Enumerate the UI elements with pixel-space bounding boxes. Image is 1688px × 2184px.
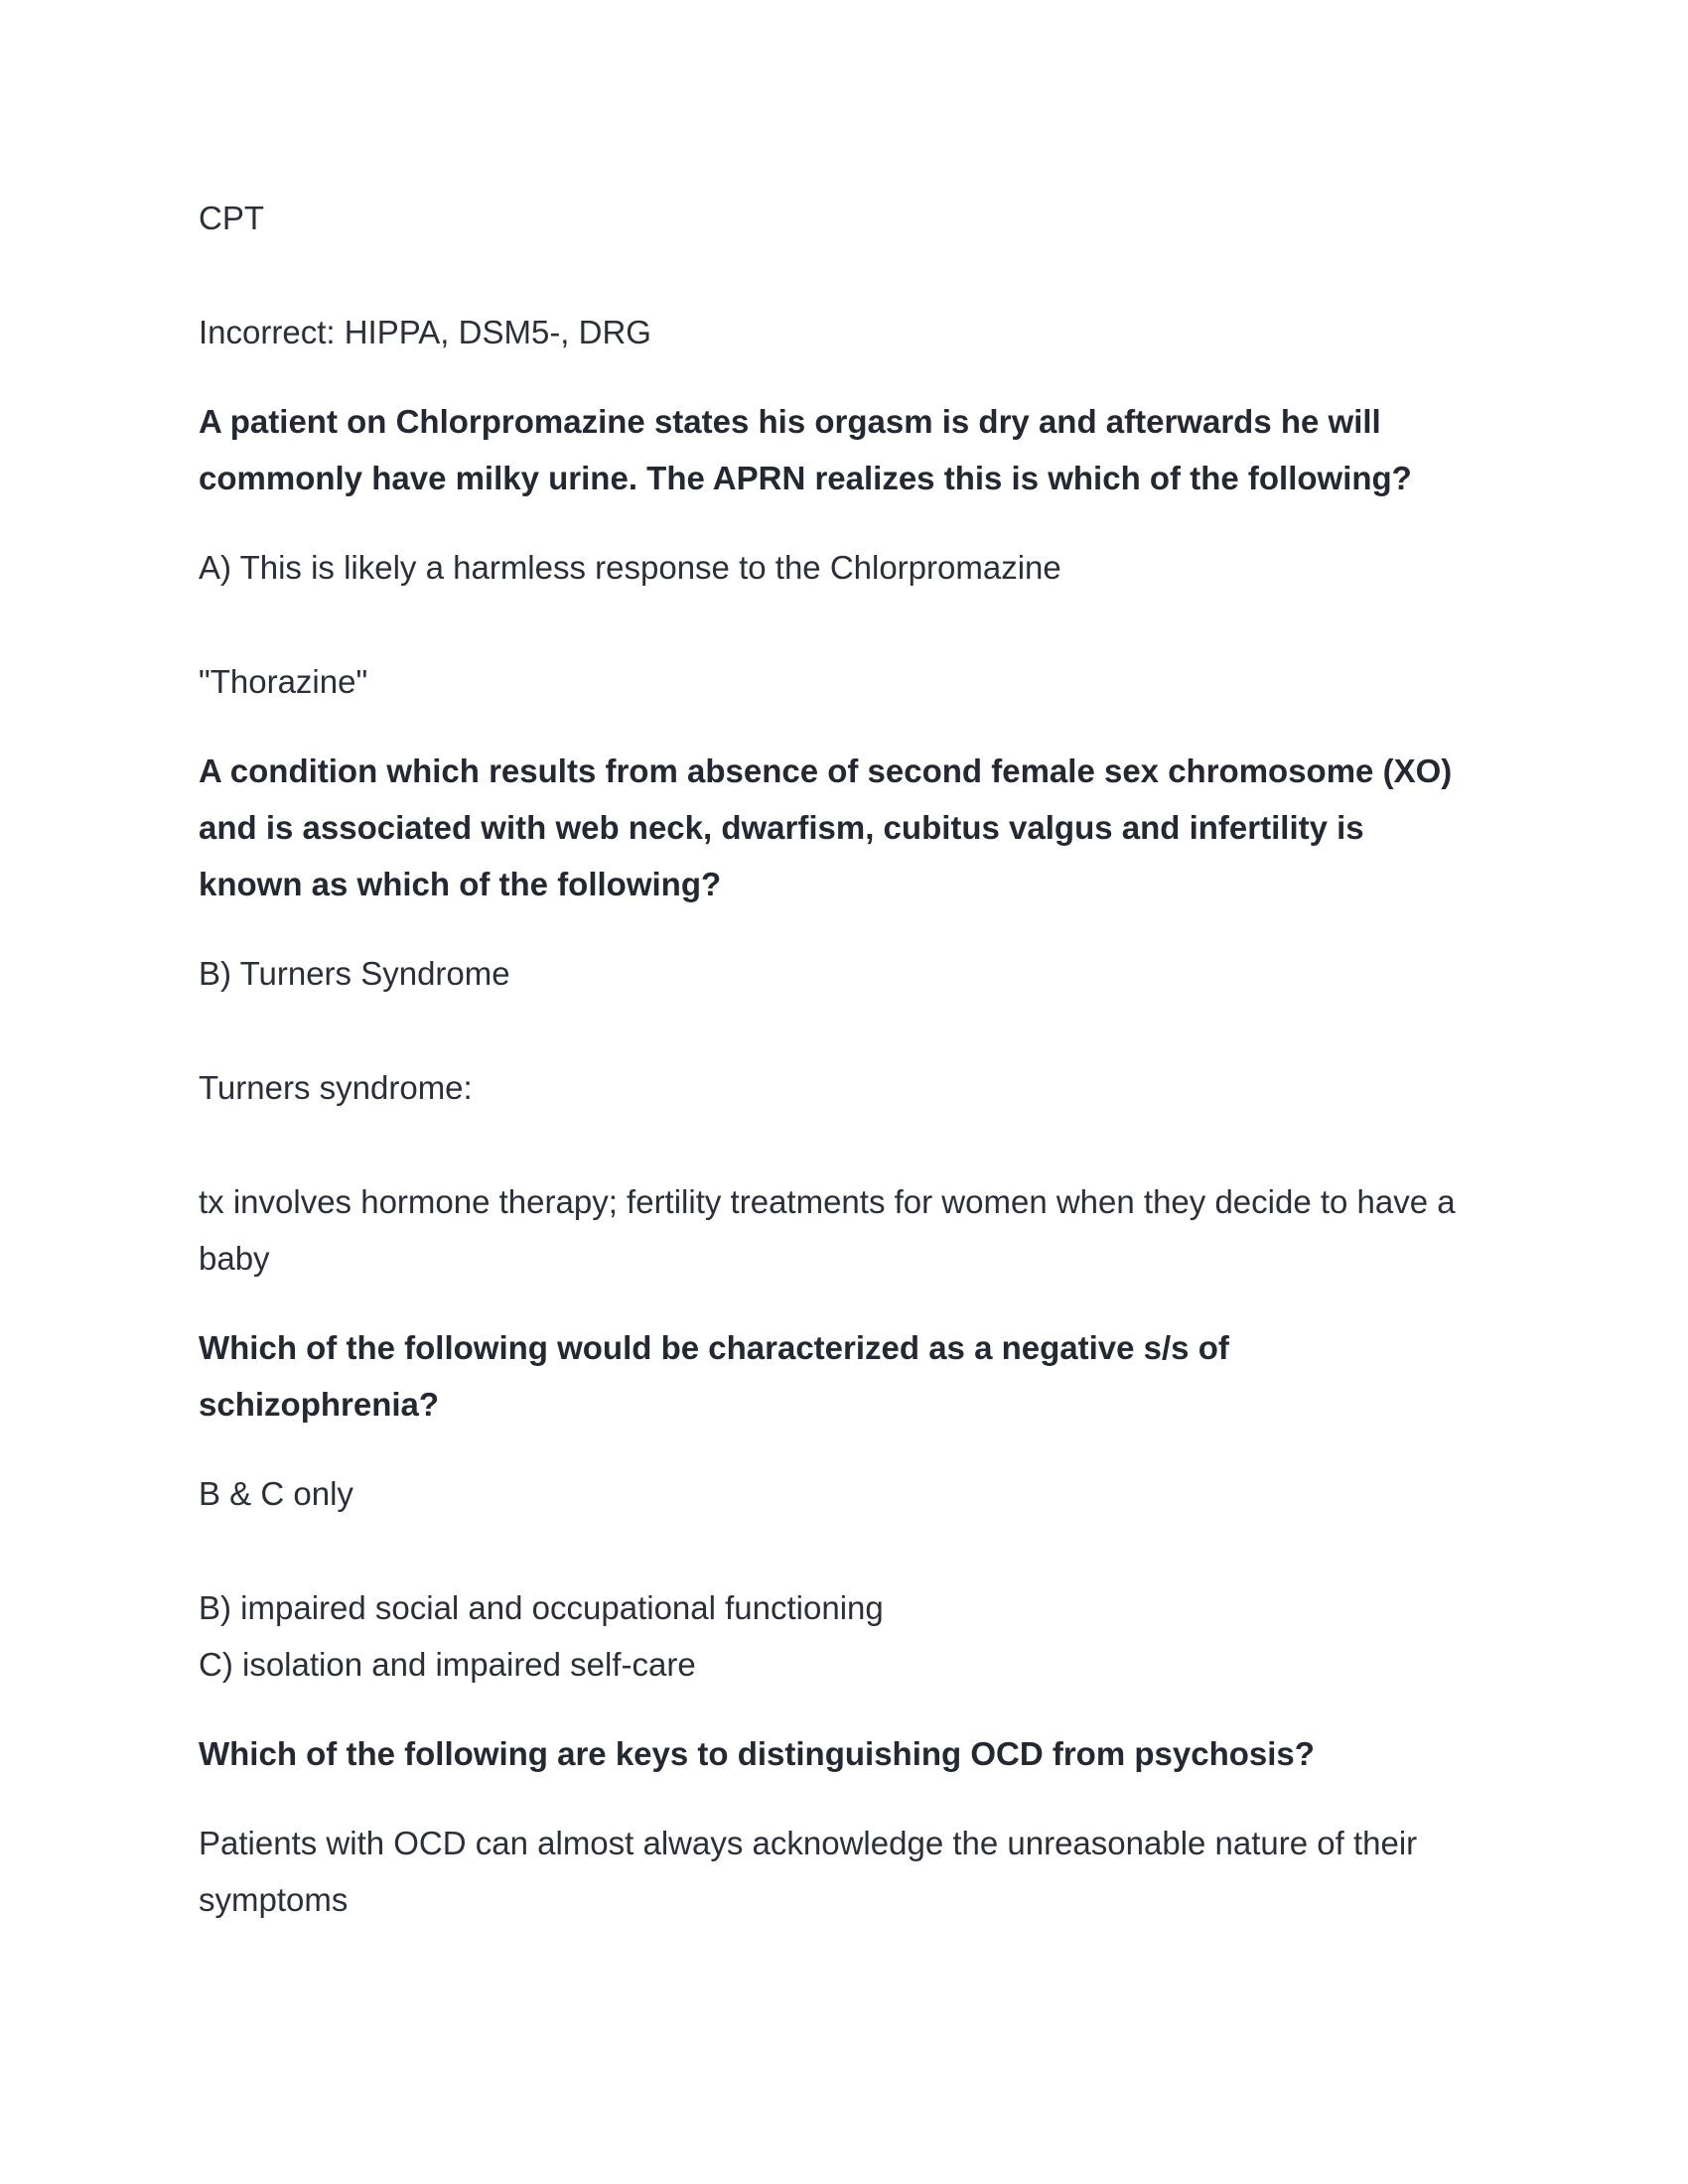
answer-text: B) Turners Syndrome xyxy=(199,955,510,992)
answer-text: tx involves hormone therapy; fertility treatments for women when they decide to have a xyxy=(199,1183,1456,1220)
answer-text: symptoms xyxy=(199,1881,349,1918)
question-text: schizophrenia? xyxy=(199,1386,440,1423)
question-text: A patient on Chlorpromazine states his orgasm is dry and afterwards he will xyxy=(199,403,1381,440)
question-text: and is associated with web neck, dwarfism, cubitus valgus and infertility is xyxy=(199,809,1364,846)
answer-text: Patients with OCD can almost always acknowledge the unreasonable nature of their xyxy=(199,1825,1418,1861)
question-text: Which of the following are keys to distinguishing OCD from psychosis? xyxy=(199,1735,1315,1772)
question-text: known as which of the following? xyxy=(199,866,722,902)
question-text: commonly have milky urine. The APRN realizes this is which of the following? xyxy=(199,460,1412,496)
answer-text: "Thorazine" xyxy=(199,663,368,700)
answer-text: B & C only xyxy=(199,1475,353,1512)
answer-text: Turners syndrome: xyxy=(199,1069,473,1106)
answer-text: baby xyxy=(199,1240,270,1277)
answer-text: C) isolation and impaired self-care xyxy=(199,1646,696,1683)
question-text: Which of the following would be characterized as a negative s/s of xyxy=(199,1329,1229,1366)
answer-text: CPT xyxy=(199,200,264,236)
answer-text: B) impaired social and occupational functioning xyxy=(199,1589,884,1626)
question-text: A condition which results from absence of second female sex chromosome (XO) xyxy=(199,752,1453,789)
answer-text: A) This is likely a harmless response to the Chlorpromazine xyxy=(199,549,1061,586)
answer-text: Incorrect: HIPPA, DSM5-, DRG xyxy=(199,314,651,350)
